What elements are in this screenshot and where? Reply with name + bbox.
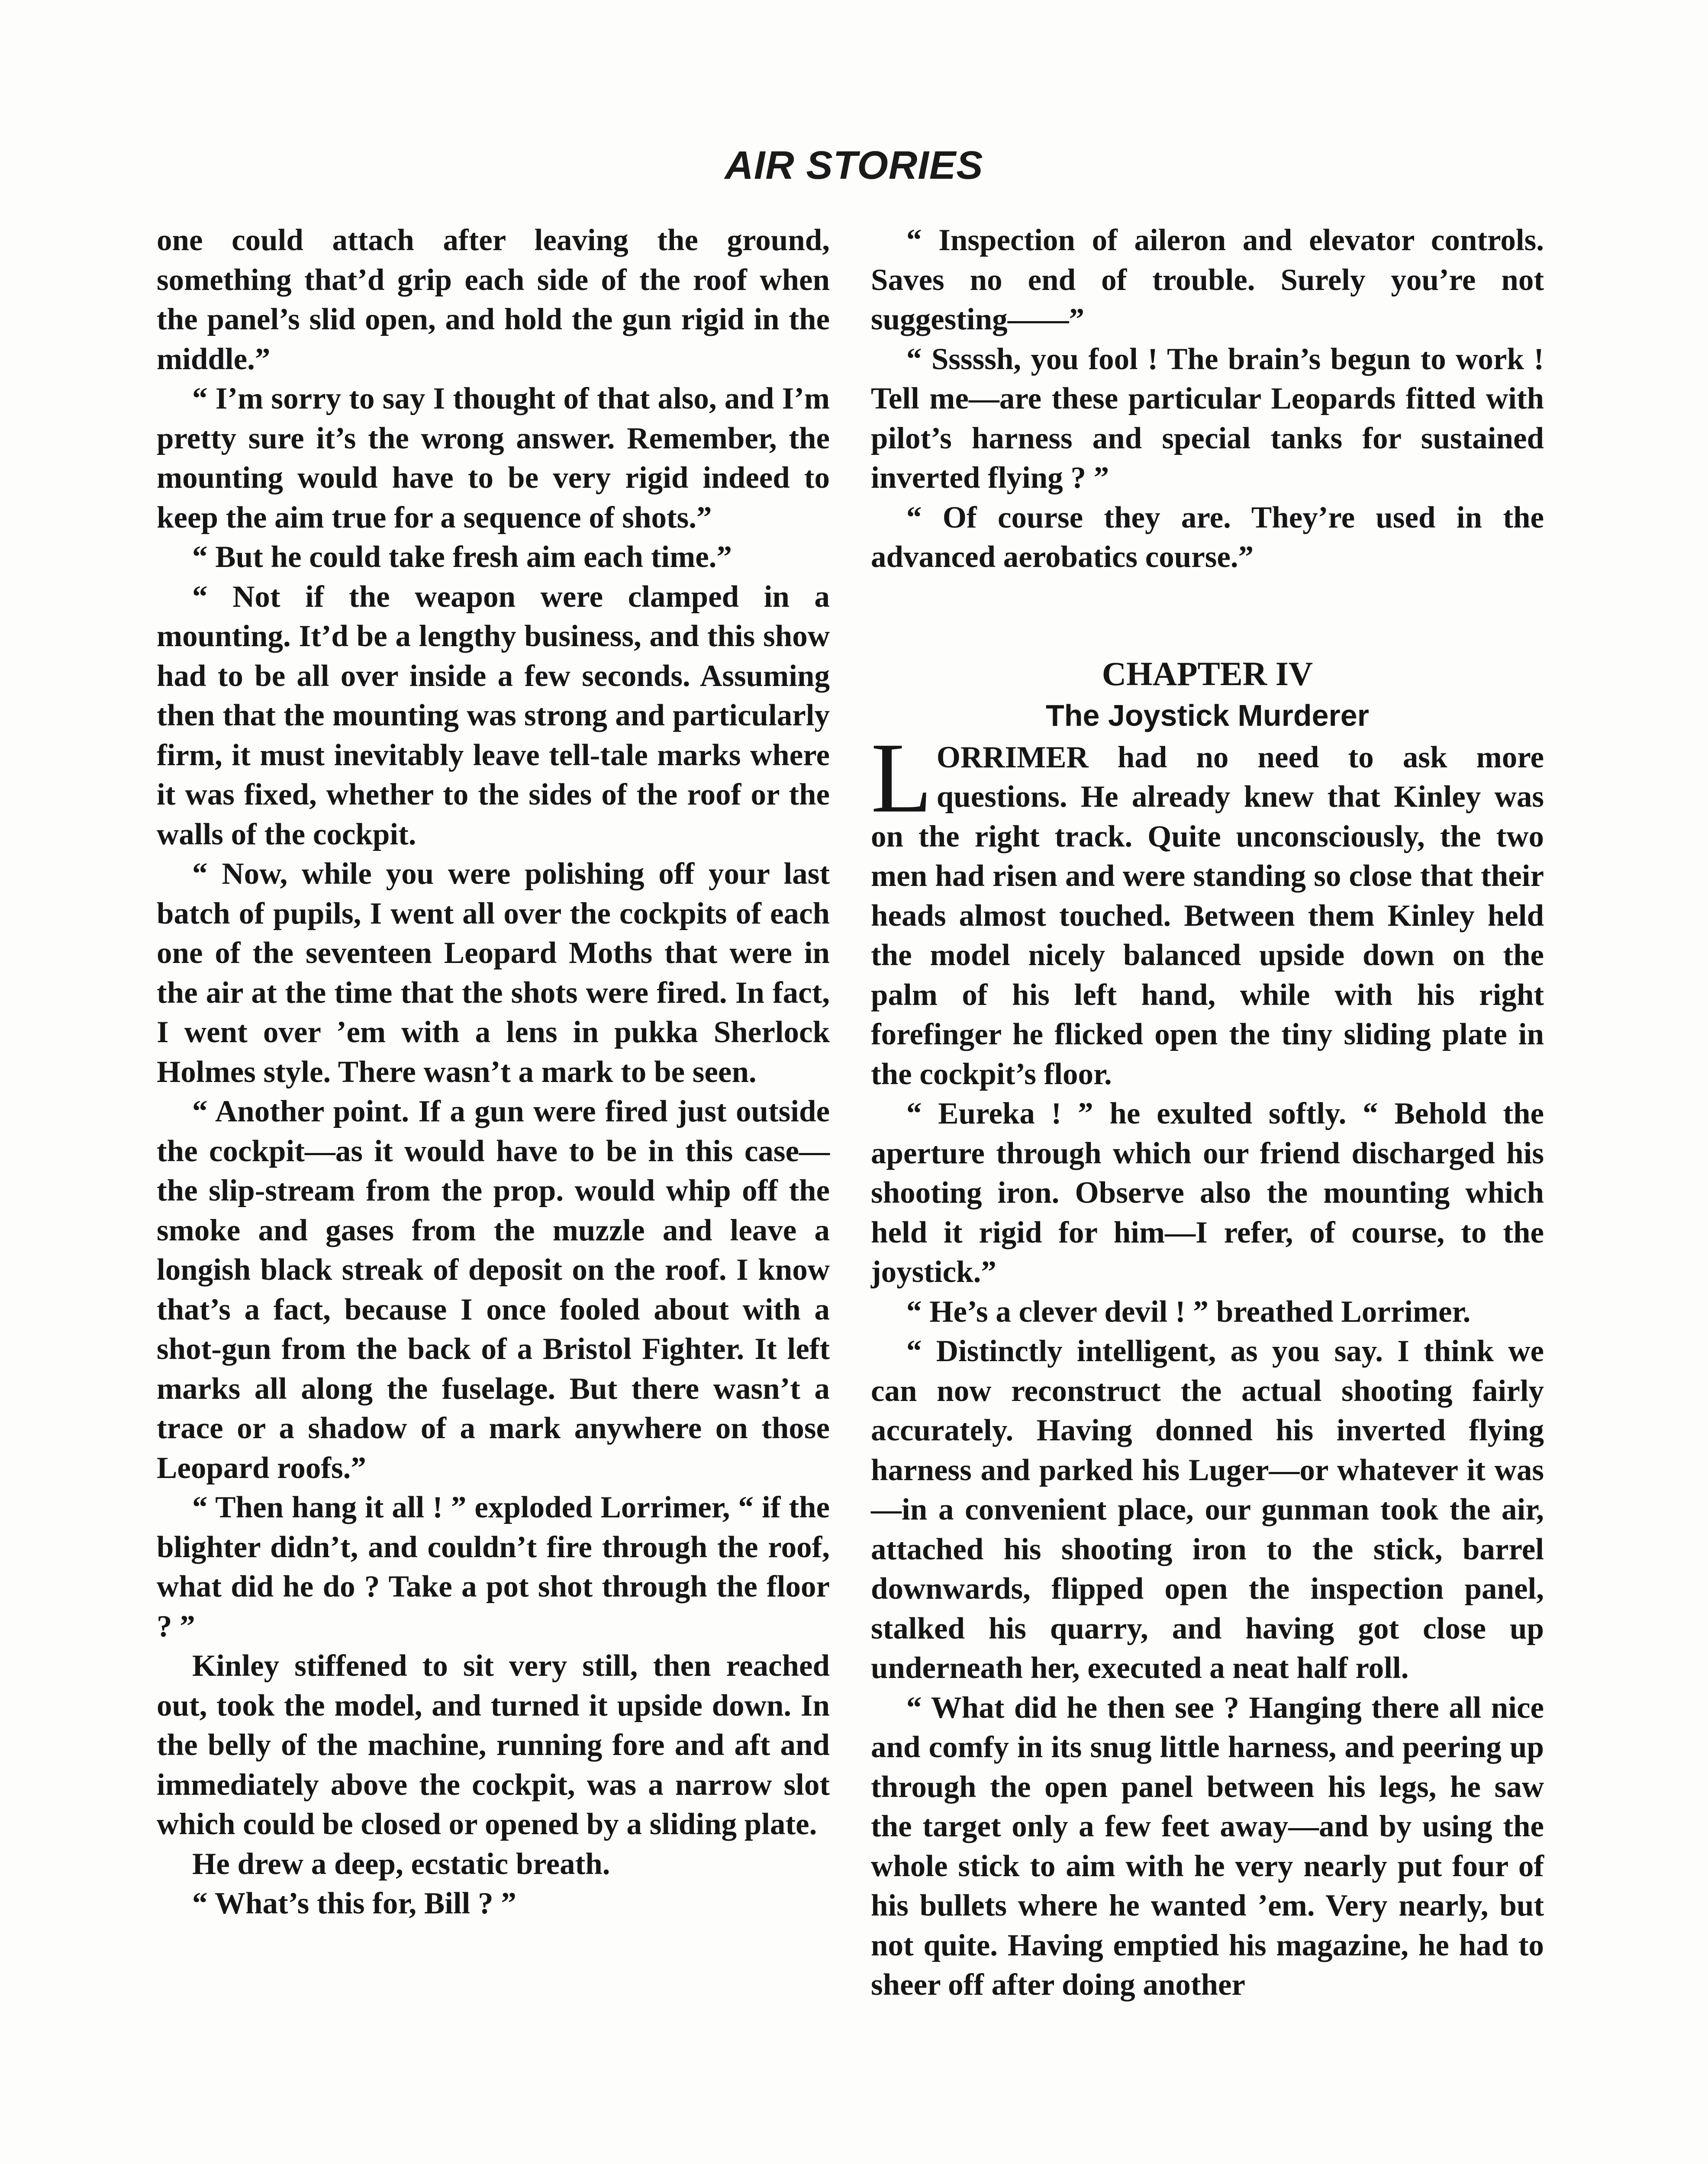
paragraph: “ Distinctly intelligent, as you say. I think we can now reconstruct the actual shooting fairly accurately. Having donned his inverted flying harness and parked his Luger—or whatever it was—in a convenient place, our gunman took the air, attached his shooting iron to the stick, barrel downwards, flipped open the inspection panel, stalked his quarry, and having got close up underneath her, executed a neat half roll. [871,1334,1544,1685]
right-column [871,221,1544,2005]
paragraph: “ Inspection of aileron and elevator controls. Saves no end of trouble. Surely you’re not suggesting——” [871,223,1544,336]
paragraph: one could attach after leaving the ground, something that’d grip each side of the roof when the panel’s slid open, and hold the gun rigid in the middle.” [157,223,830,376]
paragraph: “ Sssssh, you fool ! The brain’s begun to work ! Tell me—are these particular Leopards fitted with pilot’s harness and special tanks for sustained inverted flying ? ” [871,342,1544,495]
paragraph: “ Eureka ! ” he exulted softly. “ Behold the aperture through which our friend discharged his shooting iron. Observe also the mounting which held it rigid for him—I refer, of course, to the joystick.” [871,1097,1544,1289]
paragraph: “ But he could take fresh aim each time.” [192,540,732,574]
paragraph: “ He’s a clever devil ! ” breathed Lorrimer. [906,1295,1471,1329]
paragraph: “ Not if the weapon were clamped in a mounting. It’d be a lengthy business, and this show had to be all over inside a few seconds. Assuming then that the mounting was strong and particularly firm, it must inevitably leave tell-tale marks where it was fixed, whether to the sides of the roof or the walls of the cockpit. [157,580,830,851]
opening-text: ORRIMER had no need to ask more questions. He already knew that Kinley was on the right track. Quite unconsciously, the two men had risen and were standing so close that their heads almost touched. Between them Kinley held the model nicely balanced upside down on the palm of his left hand, while with his right forefinger he flicked open the tiny sliding plate in the cockpit’s floor. [871,740,1544,1091]
left-column [157,221,830,1924]
paragraph: “ What’s this for, Bill ? ” [192,1887,516,1920]
chapter-spacer [871,577,1544,653]
paragraph: “ Another point. If a gun were fired just outside the cockpit—as it would have to be in this case—the slip-stream from the prop. would whip off the smoke and gases from the muzzle and leave a longish black streak of deposit on the roof. I know that’s a fact, because I once fooled about with a shot-gun from the back of a Bristol Fighter. It left marks all along the fuselage. But there wasn’t a trace or a shadow of a mark anywhere on those Leopard roofs.” [157,1095,830,1485]
paragraph: Kinley stiffened to sit very still, then reached out, took the model, and turned it upside down. In the belly of the machine, running fore and aft and immediately above the cockpit, was a narrow slot which could be closed or opened by a sliding plate. [157,1649,830,1841]
drop-cap: L [871,722,932,834]
running-head: AIR STORIES [725,143,983,187]
paragraph: “ Then hang it all ! ” exploded Lorrimer, “ if the blighter didn’t, and couldn’t fire through the roof, what did he do ? Take a pot shot through the floor ? ” [157,1491,830,1643]
chapter-title: The Joystick Murderer [1046,698,1369,732]
chapter-opening-paragraph [871,722,1544,1095]
paragraph: “ I’m sorry to say I thought of that also, and I’m pretty sure it’s the wrong answer. Remember, the mounting would have to be very rigid indeed to keep the aim true for a sequence of shots.” [157,382,830,535]
chapter-number: CHAPTER IV [1102,654,1313,692]
paragraph: He drew a deep, ecstatic breath. [192,1847,610,1881]
paragraph: “ Of course they are. They’re used in the advanced aerobatics course.” [871,500,1544,574]
paragraph: “ Now, while you were polishing off your last batch of pupils, I went all over the cockpits of each one of the seventeen Leopard Moths that were in the air at the time that the shots were fired. In fact, I went over ’em with a lens in pukka Sherlock Holmes style. There wasn’t a mark to be seen. [157,857,830,1089]
paragraph: “ What did he then see ? Hanging there all nice and comfy in its snug little harness, and peering up through the open panel between his legs, he saw the target only a few feet away—and by using the whole stick to aim with he very nearly put four of his bullets where he wanted ’em. Very nearly, but not quite. Having emptied his magazine, he had to sheer off after doing another [871,1691,1544,2002]
